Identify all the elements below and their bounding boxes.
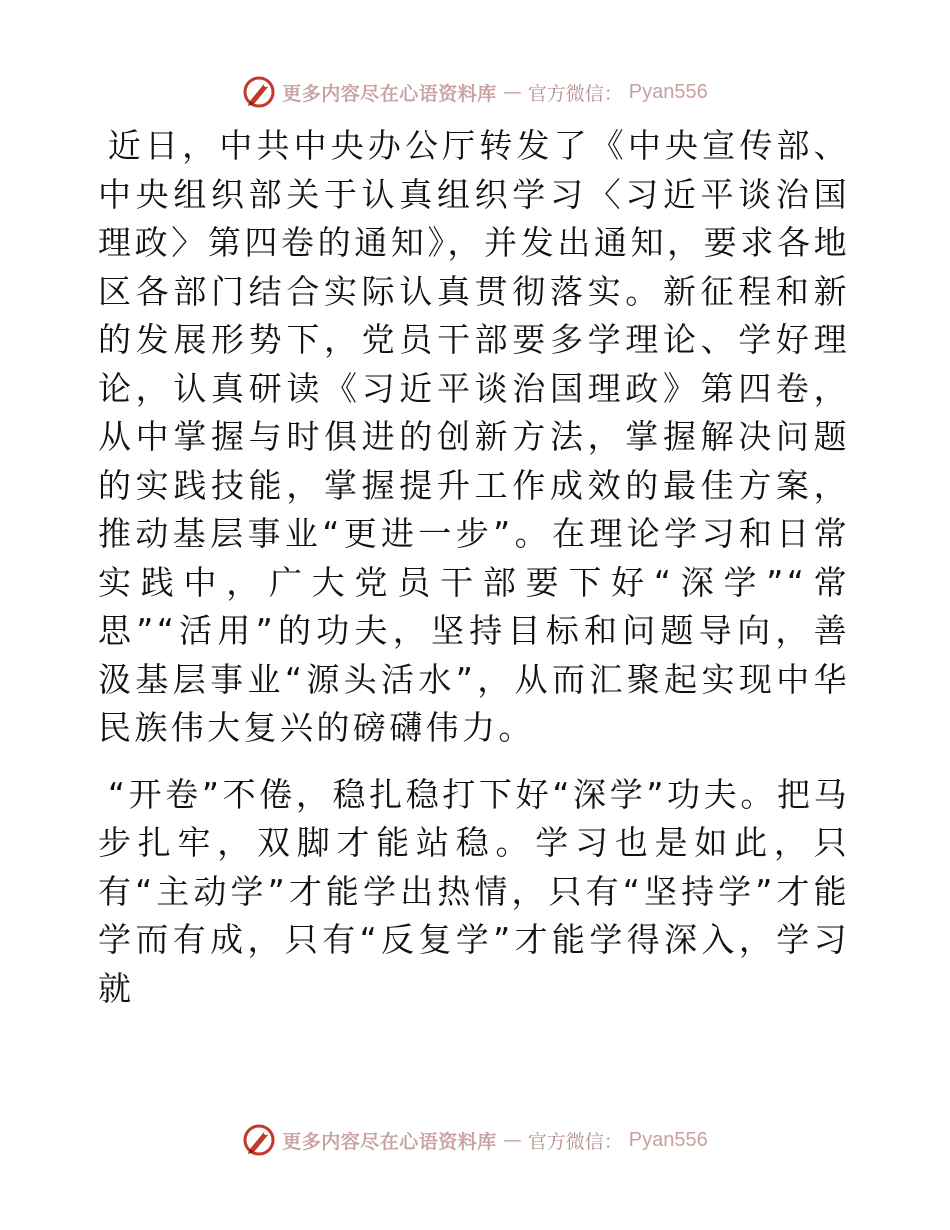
banner-separator: — [502,81,522,103]
banner-title: 更多内容尽在心语资料库 [282,1130,497,1153]
banner-account-id: Pyan556 [628,80,708,103]
pen-logo-icon [242,1123,276,1157]
paragraph-1: 近日，中共中央办公厅转发了《中央宣传部、中央组织部关于认真组织学习〈习近平谈治国理政〉第四卷的通知》，并发出通知，要求各地区各部门结合实际认真贯彻落实。新征程和新的发展形势下，党员干部要多学理论、学好理论，认真研读《习近平谈治国理政》第四卷，从中掌握与时俱进的创新方法，掌握解决问题的实践技能，掌握提升工作成效的最佳方案，推动基层事业“更进一步”。在理论学习和日常实践中，广大党员干部要下好“深学”“常思”“活用”的功夫，坚持目标和问题导向，善汲基层事业“源头活水”，从而汇聚起实现中华民族伟大复兴的磅礴伟力。 [98,126,850,747]
banner-account-id: Pyan556 [628,1128,708,1151]
header-banner [0,70,950,114]
banner-separator: — [502,1129,522,1151]
pen-logo-icon [242,75,276,109]
paragraph-2: “开卷”不倦，稳扎稳打下好“深学”功夫。把马步扎牢，双脚才能站稳。学习也是如此，只有“主动学”才能学出热情，只有“坚持学”才能学而有成，只有“反复学”才能学得深入，学习就 [98,774,850,1008]
banner-official-label: 官方微信： [527,82,623,105]
document-body [98,122,850,1013]
footer-banner [0,1118,950,1162]
banner-title: 更多内容尽在心语资料库 [282,82,497,105]
banner-official-label: 官方微信： [527,1130,623,1153]
